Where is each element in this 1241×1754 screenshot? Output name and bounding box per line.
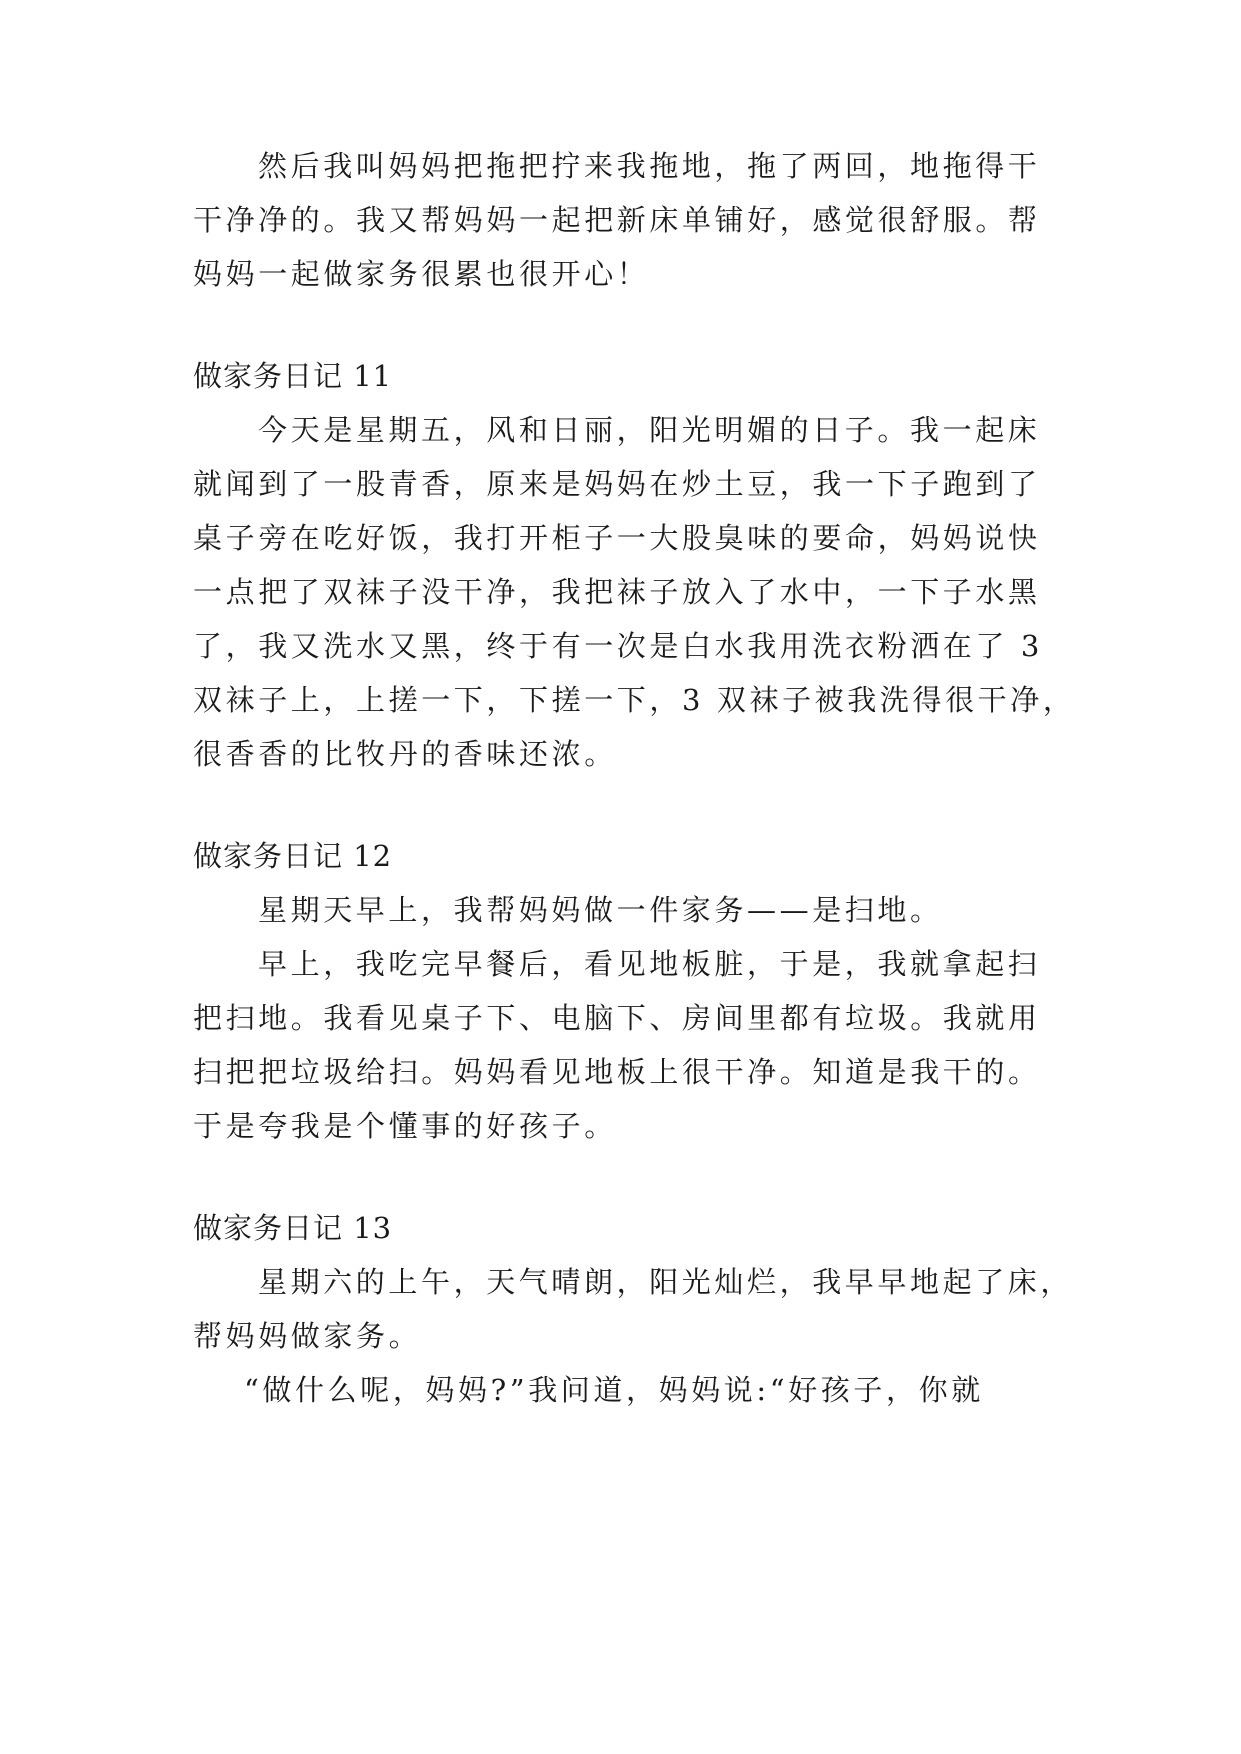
- paragraph-line: 星期天早上，我帮妈妈做一件家务——是扫地。: [258, 893, 943, 927]
- paragraph-line: 很香香的比牧丹的香味还浓。: [193, 737, 617, 771]
- section-title: 做家务日记 11: [193, 359, 393, 393]
- paragraph-line: 帮妈妈做家务。: [193, 1319, 422, 1353]
- paragraph-line: 一点把了双袜子没干净，我把袜子放入了水中，一下子水黑: [193, 575, 1041, 609]
- paragraph-line: 然后我叫妈妈把拖把拧来我拖地，拖了两回，地拖得干: [258, 149, 1041, 183]
- section-title: 做家务日记 12: [193, 839, 393, 873]
- paragraph-line: 就闻到了一股青香，原来是妈妈在炒土豆，我一下子跑到了: [193, 467, 1041, 501]
- paragraph-line: 今天是星期五，风和日丽，阳光明媚的日子。我一起床: [258, 413, 1041, 447]
- paragraph-line: 了，我又洗水又黑，终于有一次是白水我用洗衣粉洒在了 3: [193, 629, 1043, 663]
- paragraph-line: 把扫地。我看见桌子下、电脑下、房间里都有垃圾。我就用: [193, 1001, 1041, 1035]
- paragraph-line: 干净净的。我又帮妈妈一起把新床单铺好，感觉很舒服。帮: [193, 203, 1041, 237]
- paragraph-line: 星期六的上午，天气晴朗，阳光灿烂，我早早地起了床，: [258, 1265, 1074, 1299]
- paragraph-line: “做什么呢，妈妈?”我问道，妈妈说:“好孩子，你就: [244, 1373, 984, 1407]
- paragraph-line: 于是夸我是个懂事的好孩子。: [193, 1109, 617, 1143]
- paragraph-line: 桌子旁在吃好饭，我打开柜子一大股臭味的要命，妈妈说快: [193, 521, 1041, 555]
- paragraph-line: 双袜子上，上搓一下，下搓一下，3 双袜子被我洗得很干净，: [193, 683, 1076, 717]
- section-title: 做家务日记 13: [193, 1211, 393, 1245]
- paragraph-line: 早上，我吃完早餐后，看见地板脏，于是，我就拿起扫: [258, 947, 1041, 981]
- paragraph-line: 妈妈一起做家务很累也很开心！: [193, 257, 650, 291]
- paragraph-line: 扫把把垃圾给扫。妈妈看见地板上很干净。知道是我干的。: [193, 1055, 1041, 1089]
